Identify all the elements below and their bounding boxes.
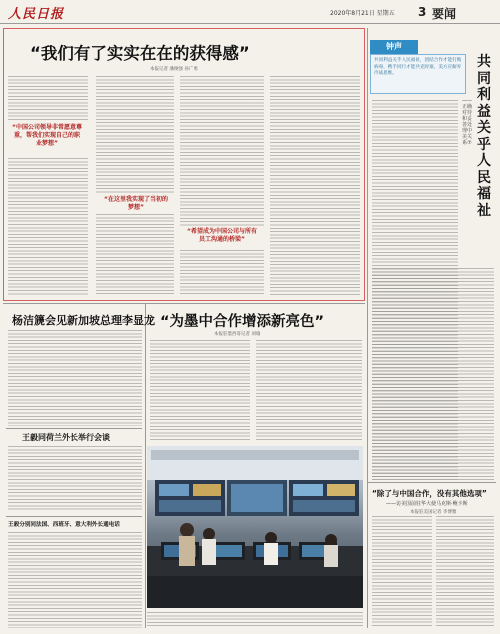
main-article-text-col-1b (8, 158, 88, 296)
control-room-illustration (147, 446, 363, 608)
masthead (0, 0, 500, 24)
column-divider (367, 28, 368, 628)
left-article-1-title: 杨洁篪会见新加坡总理李显龙 (12, 314, 155, 327)
newspaper-logo: 人民日报 (8, 7, 65, 22)
left-article-2-title: 王毅同荷兰外长举行会谈 (22, 433, 110, 442)
left-article-3-title: 王毅分别同法国、西班牙、意大利外长通电话 (8, 522, 120, 528)
control-room-photo (147, 446, 363, 608)
middle-article-text-1 (150, 340, 250, 442)
main-article-text-col-2b (96, 214, 174, 296)
section-name: 要闻 (432, 7, 457, 21)
left-article-3-text (8, 532, 142, 628)
main-article-text-col-3a (180, 76, 264, 228)
right-separator (368, 482, 496, 483)
pull-quote-3: “希望成为中国公司与所有员工沟通的桥梁” (187, 228, 257, 243)
main-article-text-col-2a (96, 76, 174, 194)
section-separator (3, 303, 365, 304)
column-subtitle: ——正确对待和妥善处理中美关系⑦ (462, 98, 473, 146)
left-separator-2 (6, 516, 142, 517)
middle-article-text-2 (256, 340, 362, 442)
page-number: 3 (418, 5, 427, 19)
left-column-divider (145, 304, 146, 628)
pull-quote-2: “在这里我实现了当初的梦想” (104, 196, 168, 211)
column-blurb: 共同利益关乎人民福祉，团结合作才能打败病毒，携手同行才能共克时艰，美方应摒弃冷战思维。 (374, 58, 462, 76)
right-article-byline: 本报驻美国记者 李博雅 (410, 510, 457, 515)
main-article-title: “我们有了实实在在的获得感” (30, 44, 250, 63)
right-article-title: “除了与中国合作，没有其他选项” (372, 489, 487, 498)
pull-quote-1: “中国公司领导非常愿意尊重，帮我们实现自己的职业梦想” (12, 124, 82, 147)
photo-caption (147, 612, 363, 628)
main-article-text-col-1a (8, 76, 88, 122)
right-article-text-2 (436, 516, 494, 628)
middle-article-title: “为墨中合作增添新亮色” (160, 314, 325, 330)
left-article-2-text (8, 446, 142, 512)
right-article-subtitle: ——访美国前驻华大使马克斯·鲍卡斯 (386, 501, 468, 507)
column-text-b (372, 268, 494, 480)
right-article-text-1 (372, 516, 432, 628)
main-article-text-col-4 (270, 76, 360, 296)
main-article-text-col-3b (180, 250, 264, 296)
left-separator-1 (6, 428, 142, 429)
main-article-byline: 本报记者 潘俊强 孙广勇 (150, 67, 198, 72)
left-article-1-text (8, 330, 142, 426)
column-title: 共同利益关乎人民福祉 (477, 54, 491, 219)
issue-date: 2020年8月21日 星期五 (330, 10, 395, 17)
middle-article-byline: 本报驻墨西哥记者 刘瑜 (214, 332, 261, 337)
column-tag: 钟声 (370, 40, 418, 54)
